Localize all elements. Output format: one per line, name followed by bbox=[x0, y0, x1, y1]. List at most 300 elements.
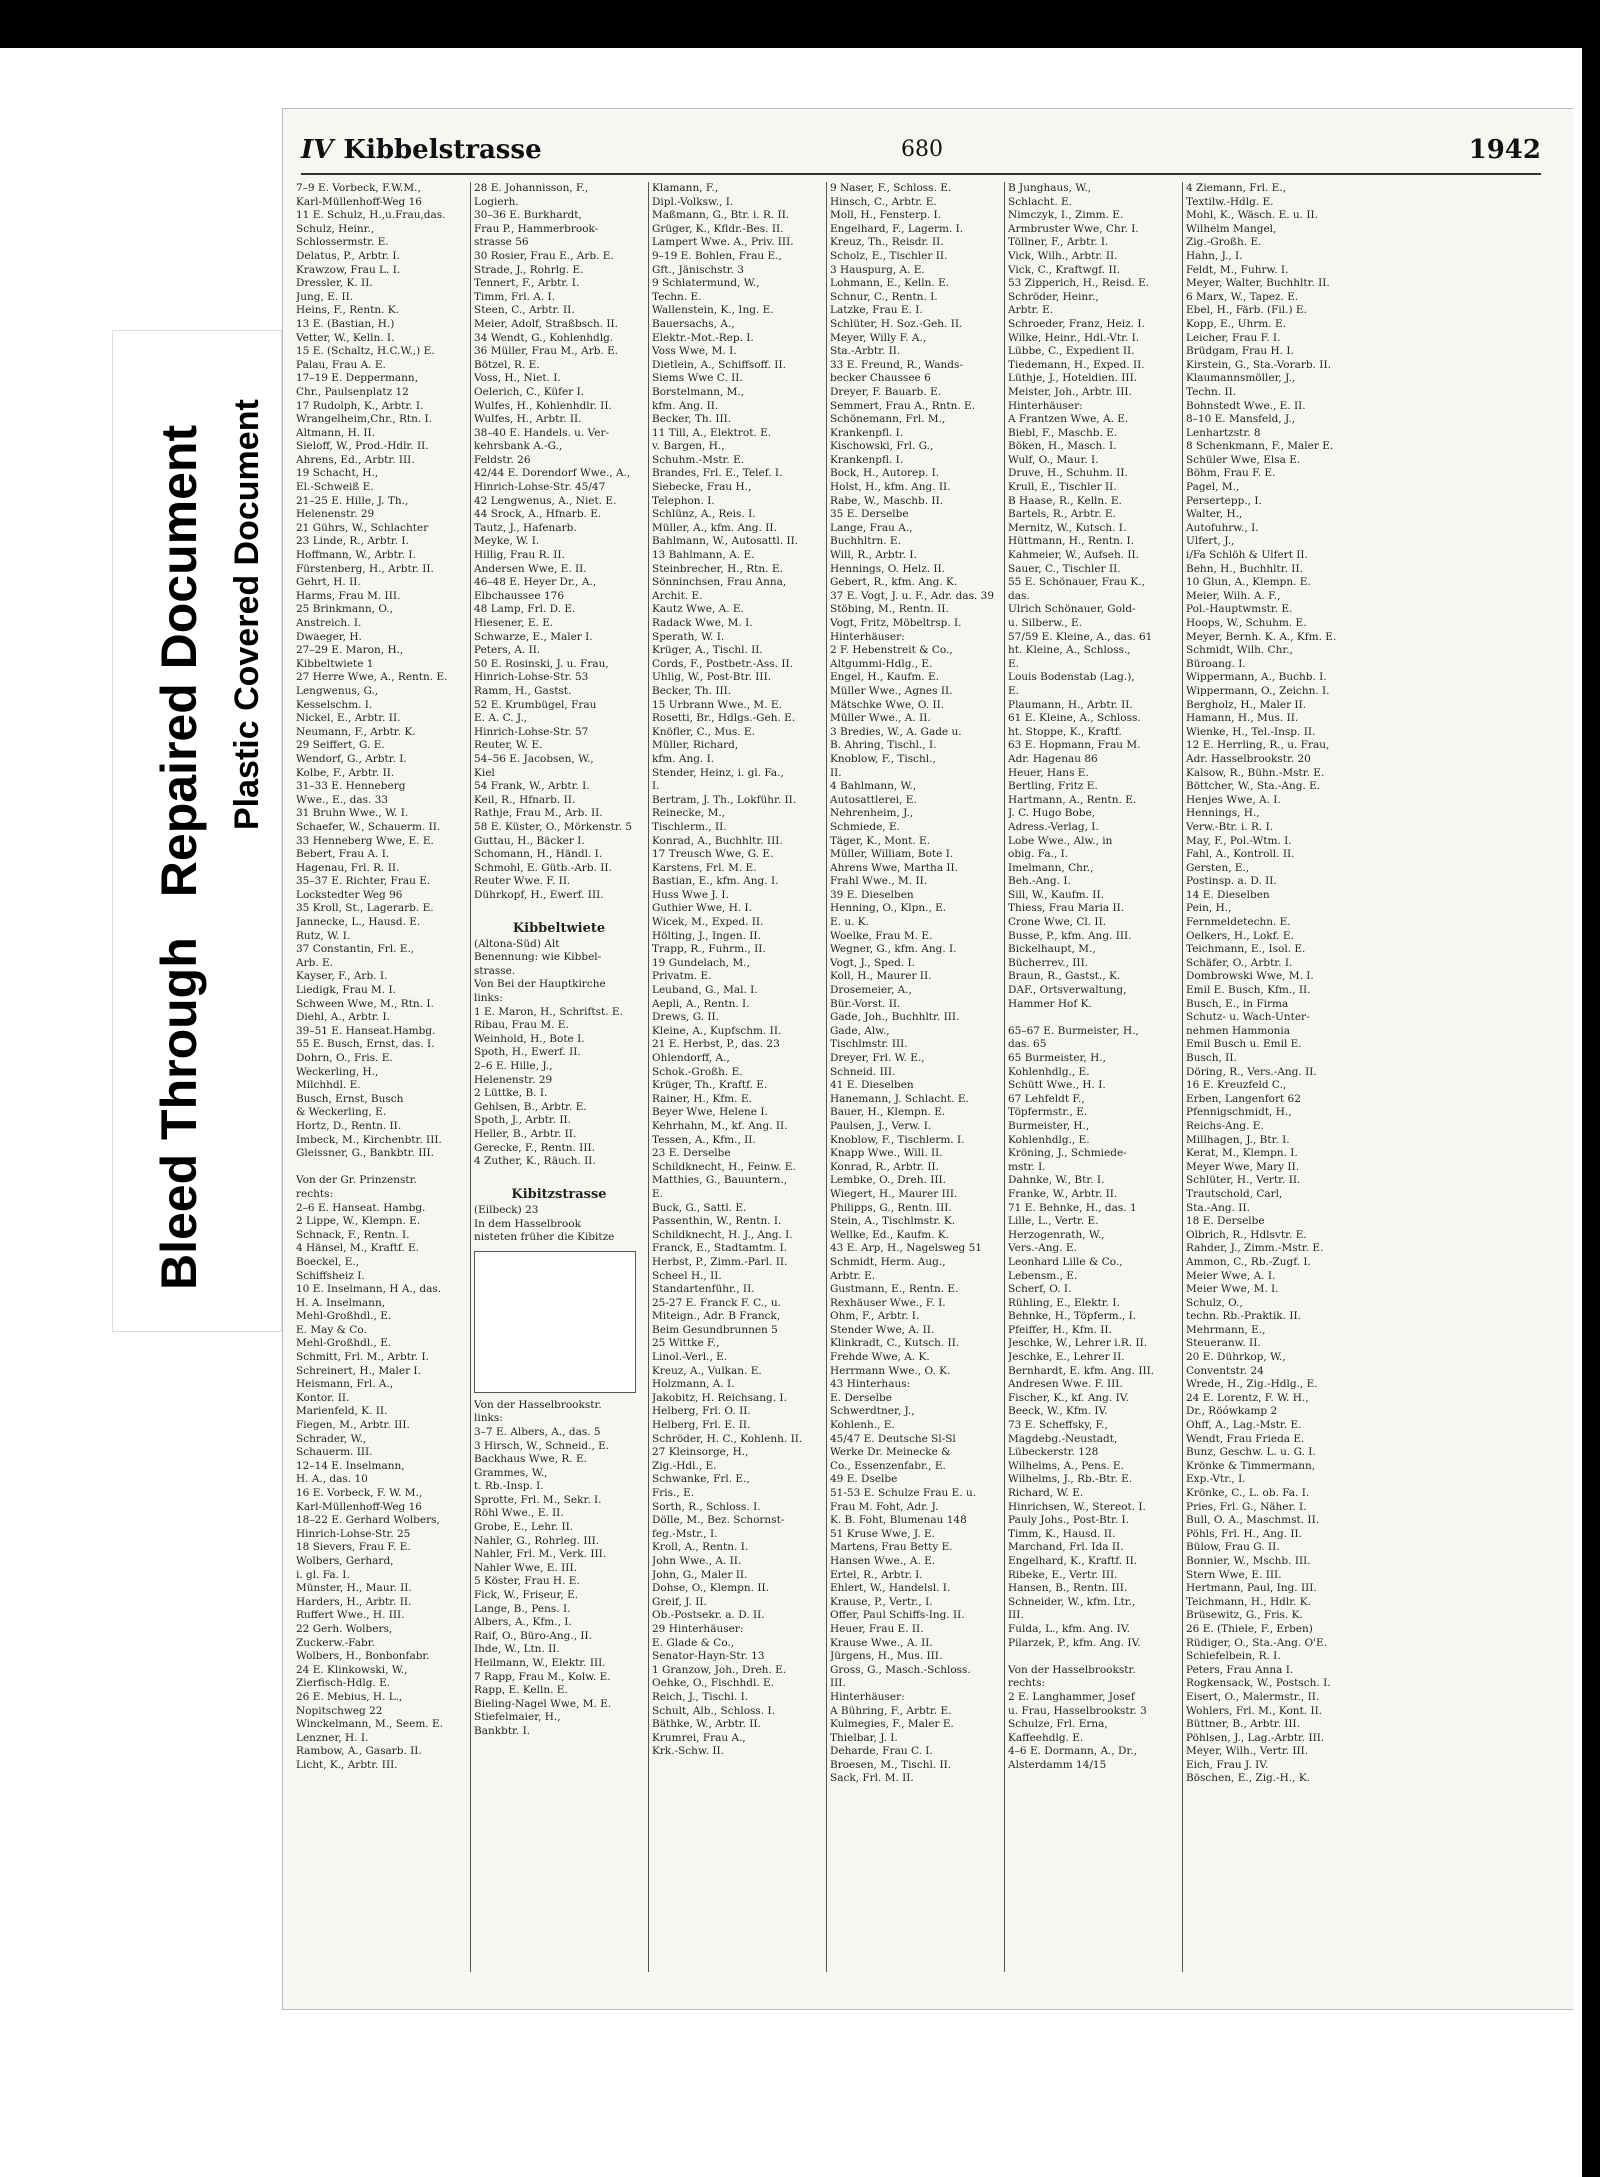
directory-entry: 11 Till, A., Elektrot. E. bbox=[652, 426, 772, 439]
directory-entry: Ulrich Schönauer, Gold- bbox=[1008, 603, 1136, 616]
page-header-left bbox=[301, 135, 542, 165]
directory-entry: 3 Hirsch, W., Schneid., E. bbox=[474, 1439, 610, 1452]
directory-entry: Walter, H., bbox=[1186, 508, 1243, 521]
directory-entry: Timm, Frl. A. I. bbox=[474, 290, 556, 303]
directory-entry: Persertepp., I. bbox=[1186, 494, 1262, 507]
directory-entry: das. bbox=[1008, 589, 1030, 602]
directory-entry: Gehlsen, B., Arbtr. E. bbox=[474, 1100, 587, 1113]
directory-entry: Gade, Alw., bbox=[830, 1024, 890, 1037]
directory-entry: 29 Hinterhäuser: bbox=[652, 1622, 744, 1635]
directory-entry: Rühling, E., Elektr. I. bbox=[1008, 1296, 1120, 1309]
directory-entry: Klaumannsmöller, J., bbox=[1186, 372, 1296, 385]
directory-entry: Peters, Frau Anna I. bbox=[1186, 1663, 1294, 1676]
directory-entry: Pries, Frl. G., Näher. I. bbox=[1186, 1500, 1307, 1513]
directory-entry: E. u. K. bbox=[830, 916, 869, 929]
directory-entry: Chr., Paulsenplatz 12 bbox=[296, 385, 409, 398]
directory-entry: I. bbox=[652, 780, 660, 793]
directory-entry: Dohrn, O., Fris. E. bbox=[296, 1052, 393, 1064]
directory-entry: 53 Zipperich, H., Reisd. E. bbox=[1008, 277, 1150, 290]
directory-entry: Lenzner, H. I. bbox=[296, 1731, 369, 1744]
directory-entry: Lange, Frau A., bbox=[830, 521, 913, 534]
directory-entry: Büroang. I. bbox=[1186, 657, 1246, 670]
directory-entry: III. bbox=[1008, 1609, 1024, 1622]
directory-entry: Arbtr. E. bbox=[1008, 304, 1054, 317]
directory-entry: Milchhdl. E. bbox=[296, 1079, 361, 1092]
directory-entry: Schlacht. E. bbox=[1008, 195, 1072, 208]
directory-entry: Gade, Joh., Buchhltr. III. bbox=[830, 1011, 960, 1024]
directory-entry: Sack, Frl. M. II. bbox=[830, 1772, 914, 1785]
directory-entry: Ob.-Postsekr. a. D. II. bbox=[652, 1609, 765, 1622]
directory-entry: Hamann, H., Mus. II. bbox=[1186, 712, 1299, 725]
directory-entry: Fahl, A., Kontroll. II. bbox=[1186, 848, 1295, 861]
directory-entry: Bötzel, R. E. bbox=[474, 358, 540, 371]
directory-entry: links: bbox=[474, 992, 503, 1005]
directory-entry: Pol.-Hauptwmstr. E. bbox=[1186, 603, 1293, 616]
directory-entry: 9 Naser, F., Schloss. E. bbox=[830, 182, 952, 194]
directory-entry: Reich, J., Tischl. I. bbox=[652, 1690, 749, 1703]
directory-entry: 34 Wendt, G., Kohlenhdlg. bbox=[474, 331, 614, 344]
directory-entry: J. C. Hugo Bobe, bbox=[1008, 807, 1096, 820]
directory-entry: El.-Schweiß E. bbox=[296, 481, 374, 494]
directory-entry: Becker, Th. III. bbox=[652, 684, 732, 697]
directory-entry: Wulfes, H., Kohlenhdlr. II. bbox=[474, 399, 612, 412]
directory-entry: Pauly Johs., Post-Btr. I. bbox=[1008, 1514, 1130, 1527]
directory-entry: Fiegen, M., Arbtr. III. bbox=[296, 1419, 410, 1432]
directory-entry: Philipps, G., Rentn. III. bbox=[830, 1201, 952, 1214]
directory-entry: Bücherrev., III. bbox=[1008, 956, 1089, 969]
directory-entry: Trautschold, Carl, bbox=[1186, 1187, 1283, 1200]
directory-entry: Meier Wwe, A. I. bbox=[1186, 1269, 1276, 1282]
directory-entry: Jakobitz, H. Reichsang. I. bbox=[652, 1391, 787, 1404]
directory-entry: Wilhelm Mangel, bbox=[1186, 222, 1277, 235]
directory-entry: Bebert, Frau A. I. bbox=[296, 848, 390, 861]
directory-entry: Müller Wwe., A. II. bbox=[830, 712, 931, 725]
directory-entry: Nehrenheim, J., bbox=[830, 807, 914, 820]
directory-entry: Vogt, Fritz, Möbeltrsp. I. bbox=[830, 617, 962, 629]
directory-entry: 4 Zuther, K., Räuch. II. bbox=[474, 1155, 596, 1168]
directory-entry: Frau M. Foht, Adr. J. bbox=[830, 1500, 939, 1513]
directory-entry: Vetter, W., Kelln. I. bbox=[296, 331, 395, 344]
directory-entry: Oelkers, H., Lokf. E. bbox=[1186, 929, 1294, 942]
directory-entry: Wellke, Ed., Kaufm. K. bbox=[830, 1228, 950, 1241]
directory-entry: Adr. Hagenau 86 bbox=[1008, 752, 1098, 765]
directory-entry: Hoops, W., Schuhm. E. bbox=[1186, 617, 1307, 629]
directory-entry: B Junghaus, W., bbox=[1008, 182, 1091, 194]
directory-entry: Lohmann, E., Kelln. E. bbox=[830, 277, 950, 290]
directory-entry: Palau, Frau A. E. bbox=[296, 358, 386, 371]
directory-entry: Schmidt, Herm. Aug., bbox=[830, 1255, 946, 1268]
directory-entry: Wrangelheim,Chr., Rtn. I. bbox=[296, 413, 433, 426]
directory-entry: Kroll, A., Rentn. I. bbox=[652, 1541, 749, 1554]
directory-entry: Helberg, Frl. E. II. bbox=[652, 1419, 751, 1432]
directory-entry: Siems Wwe C. II. bbox=[652, 372, 743, 385]
directory-entry: Vick, C., Kraftwgf. II. bbox=[1008, 263, 1121, 276]
directory-entry: Ribeke, E., Vertr. III. bbox=[1008, 1568, 1118, 1581]
directory-entry: Schaefer, W., Schauerm. II. bbox=[296, 820, 441, 833]
directory-entry bbox=[474, 1169, 644, 1183]
directory-entry: Kaffeehdlg. E. bbox=[1008, 1731, 1084, 1744]
page-year: 1942 bbox=[1468, 135, 1541, 165]
directory-entry: Klinkradt, C., Kutsch. II. bbox=[830, 1337, 960, 1350]
directory-entry: 57/59 E. Kleine, A., das. 61 bbox=[1008, 630, 1153, 643]
directory-entry: Böschen, E., Zig.-H., K. bbox=[1186, 1772, 1311, 1785]
directory-entry: Schwanke, Frl. E., bbox=[652, 1473, 750, 1486]
directory-entry: Schutz- u. Wach-Unter- bbox=[1186, 1011, 1310, 1024]
directory-entry: Kerat, M., Klempn. I. bbox=[1186, 1147, 1298, 1160]
directory-entry: Gerecke, F., Rentn. III. bbox=[474, 1141, 595, 1154]
directory-entry: Siebecke, Frau H., bbox=[652, 481, 752, 494]
directory-entry: mstr. I. bbox=[1008, 1160, 1046, 1173]
directory-entry: Schmidt, Wilh. Chr., bbox=[1186, 644, 1293, 657]
directory-entry: Kleine, A., Kupfschm. II. bbox=[652, 1024, 782, 1037]
directory-entry: Wicek, M., Exped. II. bbox=[652, 916, 764, 929]
directory-entry: Wolbers, Gerhard, bbox=[296, 1554, 394, 1567]
directory-entry: Herzogenrath, W., bbox=[1008, 1228, 1105, 1241]
directory-entry: Scherf, O. I. bbox=[1008, 1283, 1072, 1296]
directory-entry: Heins, F., Rentn. K. bbox=[296, 304, 399, 317]
directory-entry: 49 E. Dselbe bbox=[830, 1473, 898, 1486]
directory-entry: Ohlendorff, A., bbox=[652, 1052, 730, 1064]
directory-entry: Zuckerw.-Fabr. bbox=[296, 1636, 375, 1649]
directory-entry: Schulz, Heinr., bbox=[296, 222, 375, 235]
directory-entry: Gebert, R., kfm. Ang. K. bbox=[830, 576, 958, 589]
directory-entry: Bertram, J. Th., Lokführ. II. bbox=[652, 793, 797, 806]
directory-entry: Wendorf, G., Arbtr. I. bbox=[296, 752, 407, 765]
directory-entry: 5 Köster, Frau H. E. bbox=[474, 1575, 580, 1588]
directory-entry: 3 Bredies, W., A. Gade u. bbox=[830, 725, 962, 738]
directory-entry: B Haase, R., Kelln. E. bbox=[1008, 494, 1122, 507]
directory-entry: H. A., das. 10 bbox=[296, 1473, 368, 1486]
directory-entry: 8 Schenkmann, F., Maler E. bbox=[1186, 440, 1334, 453]
directory-entry: Borstelmann, M., bbox=[652, 385, 745, 398]
directory-entry: 4 Hänsel, M., Kraftf. E. bbox=[296, 1242, 420, 1255]
directory-entry: Oehke, O., Fischhdl. E. bbox=[652, 1677, 775, 1690]
directory-entry: Fernmeldetechn. E. bbox=[1186, 916, 1291, 929]
directory-entry: Dohse, O., Klempn. II. bbox=[652, 1582, 769, 1595]
directory-entry: 35 E. Derselbe bbox=[830, 508, 909, 521]
directory-entry: Lübeckerstr. 128 bbox=[1008, 1446, 1099, 1459]
directory-entry: Schmitt, Frl. M., Arbtr. I. bbox=[296, 1351, 429, 1364]
directory-entry: Kautz Wwe, A. E. bbox=[652, 603, 744, 616]
directory-entry: Benennung: wie Kibbel- bbox=[474, 951, 602, 964]
directory-entry: 16 E. Vorbeck, F. W. M., bbox=[296, 1487, 423, 1499]
directory-entry: 19 Schacht, H., bbox=[296, 467, 379, 480]
directory-entry: Hiesener, E. E. bbox=[474, 617, 554, 629]
plastic-covered-label: Plastic Covered Document bbox=[228, 399, 266, 830]
directory-entry: 2 Lüttke, B. I. bbox=[474, 1087, 548, 1100]
directory-entry: Ribau, Frau M. E. bbox=[474, 1019, 569, 1032]
directory-entry: Kehrhahn, M., kf. Ang. II. bbox=[652, 1119, 788, 1132]
directory-entry: Dreyer, F. Bauarb. E. bbox=[830, 385, 942, 398]
directory-entry: Henning, O., Klpn., E. bbox=[830, 902, 947, 915]
directory-entry: 27–29 E. Maron, H., bbox=[296, 644, 404, 657]
directory-entry: Lüthje, J., Hoteldien. III. bbox=[1008, 372, 1138, 385]
directory-entry: Wiegert, H., Maurer III. bbox=[830, 1187, 958, 1200]
directory-entry: Schröder, H. C., Kohlenh. II. bbox=[652, 1432, 803, 1445]
directory-entry: 73 E. Scheffsky, F., bbox=[1008, 1419, 1108, 1432]
directory-entry: Wilhelms, J., Rb.-Btr. E. bbox=[1008, 1473, 1133, 1486]
directory-entry: 12–14 E. Inselmann, bbox=[296, 1459, 405, 1472]
directory-entry: Bernhardt, E. kfm. Ang. III. bbox=[1008, 1364, 1155, 1377]
directory-entry: Franck, E., Stadtamtm. I. bbox=[652, 1242, 788, 1255]
directory-entry: Miteign., Adr. B Franck, bbox=[652, 1310, 781, 1323]
directory-entry: Teichmann, H., Hdlr. K. bbox=[1186, 1595, 1311, 1608]
directory-entry: Jeschke, E., Lehrer II. bbox=[1008, 1351, 1125, 1364]
directory-entry: Holst, H., kfm. Ang. II. bbox=[830, 481, 951, 494]
directory-entry: Mernitz, W., Kutsch. I. bbox=[1008, 521, 1127, 534]
directory-entry: Schnack, F., Rentn. I. bbox=[296, 1228, 410, 1241]
directory-column-2 bbox=[474, 182, 644, 1982]
directory-entry: Busch, II. bbox=[1186, 1052, 1237, 1064]
directory-entry: Hennings, H., bbox=[1186, 807, 1260, 820]
directory-entry: (Altona-Süd) Alt bbox=[474, 937, 560, 950]
directory-entry: Kohlenhdlg., E. bbox=[1008, 1065, 1090, 1078]
directory-entry: Ammon, C., Rb.-Zugf. I. bbox=[1186, 1255, 1311, 1268]
directory-entry: Lobe Wwe., Alw., in bbox=[1008, 834, 1113, 847]
directory-entry: Gleissner, G., Bankbtr. III. bbox=[296, 1147, 435, 1160]
column-divider bbox=[1182, 182, 1183, 1972]
directory-entry: Schröder, Heinr., bbox=[1008, 290, 1099, 303]
directory-entry: 27 Herre Wwe, A., Rentn. E. bbox=[296, 671, 448, 684]
directory-entry: Andresen Wwe. F. III. bbox=[1008, 1378, 1123, 1391]
directory-entry: Schäfer, O., Arbtr. I. bbox=[1186, 956, 1293, 969]
directory-entry: Behnke, H., Töpferm., I. bbox=[1008, 1310, 1137, 1323]
directory-entry: Bohnstedt Wwe., E. II. bbox=[1186, 399, 1306, 412]
directory-entry: Hinrichsen, W., Stereot. I. bbox=[1008, 1500, 1146, 1513]
directory-entry: Ulfert, J., bbox=[1186, 535, 1235, 548]
directory-entry: Zierfisch-Hdlg. E. bbox=[296, 1677, 391, 1690]
directory-entry: Pfeiffer, H., Kfm. II. bbox=[1008, 1323, 1112, 1336]
directory-entry: Scheel H., II. bbox=[652, 1269, 722, 1282]
directory-entry: Reuter Wwe. F. II. bbox=[474, 875, 571, 888]
directory-entry: Bastian, E., kfm. Ang. I. bbox=[652, 875, 779, 888]
directory-entry: Helenenstr. 29 bbox=[474, 1073, 553, 1086]
directory-entry: In dem Hasselbrook bbox=[474, 1217, 581, 1230]
directory-entry: Wulf, O., Maur. I. bbox=[1008, 453, 1099, 466]
directory-entry: (Eilbeck) 23 bbox=[474, 1203, 539, 1216]
directory-entry: Klamann, F., bbox=[652, 182, 719, 194]
directory-entry: Schauerm. III. bbox=[296, 1446, 373, 1459]
directory-entry: Krause, P., Vertr., I. bbox=[830, 1595, 933, 1608]
directory-entry: Bauer, H., Klempn. E. bbox=[830, 1106, 946, 1119]
directory-entry: Engel, H., Kaufm. E. bbox=[830, 671, 939, 684]
directory-entry: Müller, Richard, bbox=[652, 739, 739, 752]
directory-entry: Gehrt, H. II. bbox=[296, 576, 361, 589]
directory-entry: Werke Dr. Meinecke & bbox=[830, 1446, 951, 1459]
directory-entry: Mohl, K., Wäsch. E. u. II. bbox=[1186, 209, 1318, 222]
directory-entry: Mehl-Großhdl., E. bbox=[296, 1337, 392, 1350]
directory-entry: Postinsp. a. D. II. bbox=[1186, 875, 1277, 888]
directory-entry: Rathje, Frau M., Arb. II. bbox=[474, 807, 603, 820]
directory-entry: 42/44 E. Dorendorf Wwe., A., bbox=[474, 467, 631, 480]
directory-entry: Heller, B., Arbtr. II. bbox=[474, 1127, 577, 1140]
directory-entry: rechts: bbox=[1008, 1677, 1046, 1690]
directory-entry: Dipl.-Volksw., I. bbox=[652, 195, 734, 208]
directory-entry: Bahlmann, W., Autosattl. II. bbox=[652, 535, 799, 548]
directory-entry: Autosattlerei, E. bbox=[830, 793, 917, 806]
directory-entry: Engelhard, K., Kraftf. II. bbox=[1008, 1554, 1138, 1567]
directory-entry: Liedigk, Frau M. I. bbox=[296, 984, 396, 997]
directory-entry: Eich, Frau J. IV. bbox=[1186, 1758, 1269, 1771]
directory-entry: Meier, Wilh. A. F., bbox=[1186, 589, 1281, 602]
directory-entry: 11 E. Schulz, H.,u.Frau,das. bbox=[296, 209, 446, 222]
directory-entry: 2–6 E. Hille, J., bbox=[474, 1060, 553, 1072]
directory-entry: Rambow, A., Gasarb. II. bbox=[296, 1745, 422, 1758]
directory-entry: Ohff, A., Lag.-Mstr. E. bbox=[1186, 1419, 1302, 1432]
directory-entry: 3 Hauspurg, A. E. bbox=[830, 263, 925, 276]
directory-entry: Sprotte, Frl. M., Sekr. I. bbox=[474, 1493, 602, 1506]
directory-entry: Lampert Wwe. A., Priv. III. bbox=[652, 236, 794, 249]
directory-entry: Bickelhaupt, M., bbox=[1008, 943, 1096, 956]
directory-column-1 bbox=[296, 182, 466, 1982]
directory-entry: 21 Gührs, W., Schlachter bbox=[296, 521, 429, 534]
directory-entry: Hinrich-Lohse-Str. 45/47 bbox=[474, 481, 606, 494]
directory-entry: obig. Fa., I. bbox=[1008, 848, 1069, 861]
directory-entry: 15 Urbrann Wwe., M. E. bbox=[652, 698, 782, 711]
directory-entry: II. bbox=[830, 766, 842, 779]
directory-entry: 4 Ziemann, Frl. E., bbox=[1186, 182, 1286, 194]
directory-entry: ht. Kleine, A., Schloss., bbox=[1008, 644, 1131, 657]
directory-entry: Fulda, L., kfm. Ang. IV. bbox=[1008, 1622, 1130, 1635]
directory-entry: Erben, Langenfort 62 bbox=[1186, 1092, 1301, 1105]
directory-entry: Fürstenberg, H., Arbtr. II. bbox=[296, 562, 434, 575]
directory-entry: Schwarze, E., Maler I. bbox=[474, 630, 593, 643]
directory-entry: Woelke, Frau M. E. bbox=[830, 929, 933, 942]
directory-entry: Backhaus Wwe, R. E. bbox=[474, 1453, 587, 1466]
directory-entry: 4 Bahlmann, W., bbox=[830, 780, 917, 793]
directory-entry: v. Bargen, H., bbox=[652, 440, 725, 453]
directory-entry: Heuer, Frau E. II. bbox=[830, 1622, 924, 1635]
directory-entry: Lübbe, C., Expedient II. bbox=[1008, 345, 1135, 358]
directory-entry: rechts: bbox=[296, 1187, 334, 1200]
directory-entry: Braun, R., Gastst., K. bbox=[1008, 970, 1121, 983]
directory-entry: Kopp, E., Uhrm. E. bbox=[1186, 317, 1286, 330]
directory-entry: Krönke, C., L. ob. Fa. I. bbox=[1186, 1487, 1310, 1499]
page-header bbox=[301, 131, 1541, 175]
directory-entry: Mehrmann, E., bbox=[1186, 1323, 1266, 1336]
directory-entry: nisteten früher die Kibitze bbox=[474, 1231, 615, 1244]
directory-entry: Tischlerm., II. bbox=[652, 820, 727, 833]
directory-entry: Krull, E., Tischler II. bbox=[1008, 481, 1117, 494]
directory-entry: Nahler, G., Rohrleg. III. bbox=[474, 1534, 600, 1547]
directory-entry: Autofuhrw., I. bbox=[1186, 521, 1259, 534]
directory-entry: Logierh. bbox=[474, 195, 519, 208]
directory-entry: Schiffsheiz I. bbox=[296, 1269, 365, 1282]
directory-entry: kfm. Ang. I. bbox=[652, 752, 715, 765]
directory-entry: Krause Wwe., A. II. bbox=[830, 1636, 933, 1649]
directory-entry: Winckelmann, M., Seem. E. bbox=[296, 1718, 443, 1731]
directory-entry: Ahrens, Ed., Arbtr. III. bbox=[296, 453, 415, 466]
directory-entry: Tennert, F., Arbtr. I. bbox=[474, 277, 580, 290]
directory-entry: Bieling-Nagel Wwe, M. E. bbox=[474, 1697, 612, 1710]
directory-entry: 28 E. Johannisson, F., bbox=[474, 182, 589, 194]
directory-entry: Plaumann, H., Arbtr. II. bbox=[1008, 698, 1133, 711]
directory-entry: Telephon. I. bbox=[652, 494, 715, 507]
directory-entry: Hoffmann, W., Arbtr. I. bbox=[296, 549, 416, 562]
directory-entry: Vogt, J., Sped. I. bbox=[830, 956, 915, 969]
directory-entry: Marchand, Frl. Ida II. bbox=[1008, 1541, 1124, 1554]
directory-entry: Knoblow, F., Tischlerm. I. bbox=[830, 1133, 965, 1146]
directory-entry: Neumann, F., Arbtr. K. bbox=[296, 725, 416, 738]
directory-entry: 51 Kruse Wwe, J. E. bbox=[830, 1527, 936, 1540]
directory-entry: Adress.-Verlag, I. bbox=[1008, 820, 1099, 833]
directory-entry: Standartenführ., II. bbox=[652, 1283, 755, 1296]
directory-entry: Von Bei der Hauptkirche bbox=[474, 978, 606, 991]
directory-entry: E. Derselbe bbox=[830, 1391, 892, 1404]
directory-entry: 48 Lamp, Frl. D. E. bbox=[474, 603, 576, 616]
directory-entry: 2 Lippe, W., Klempn. E. bbox=[296, 1215, 421, 1228]
directory-entry: 65 Burmeister, H., bbox=[1008, 1052, 1106, 1064]
directory-entry: Magdebg.-Neustadt, bbox=[1008, 1432, 1118, 1445]
directory-entry: Schönemann, Frl. M., bbox=[830, 413, 946, 426]
directory-entry: Lenhartzstr. 8 bbox=[1186, 426, 1261, 439]
directory-entry: Kibbeltwiete bbox=[512, 922, 606, 936]
directory-entry: Vick, Wilh., Arbtr. II. bbox=[1008, 249, 1118, 262]
directory-entry: Semmert, Frau A., Rntn. E. bbox=[830, 399, 976, 412]
directory-entry: Schreinert, H., Maler I. bbox=[296, 1364, 421, 1377]
directory-entry: Schroeder, Franz, Heiz. I. bbox=[1008, 317, 1145, 330]
directory-entry: Emil E. Busch, Kfm., II. bbox=[1186, 984, 1311, 997]
directory-entry: Aepli, A., Rentn. I. bbox=[652, 997, 750, 1010]
directory-entry: Emil Busch u. Emil E. bbox=[1186, 1038, 1302, 1051]
directory-entry: John, G., Maler II. bbox=[652, 1568, 748, 1581]
directory-entry: Schult, Alb., Schloss. I. bbox=[652, 1704, 775, 1717]
directory-entry: Hanemann, J. Schlacht. E. bbox=[830, 1092, 969, 1105]
directory-entry: 8–10 E. Mansfeld, J., bbox=[1186, 413, 1296, 426]
directory-entry: Millhagen, J., Btr. I. bbox=[1186, 1133, 1290, 1146]
directory-entry: Frehde Wwe, A. K. bbox=[830, 1351, 930, 1364]
directory-entry: Licht, K., Arbtr. III. bbox=[296, 1758, 398, 1771]
directory-entry: Feldstr. 26 bbox=[474, 453, 531, 466]
directory-entry: Heismann, Frl. A., bbox=[296, 1378, 394, 1391]
directory-entry: Linol.-Verl., E. bbox=[652, 1351, 728, 1364]
page-roman-numeral: IV bbox=[301, 135, 334, 165]
directory-entry: Sta.-Ang. II. bbox=[1186, 1201, 1250, 1214]
directory-entry: Hansen Wwe., A. E. bbox=[830, 1554, 936, 1567]
directory-entry: Reichs-Ang. E. bbox=[1186, 1119, 1264, 1132]
directory-entry: 18 Sievers, Frau F. E. bbox=[296, 1541, 411, 1554]
directory-entry: Bauersachs, A., bbox=[652, 317, 735, 330]
directory-entry: Rosetti, Br., Hdlgs.-Geh. E. bbox=[652, 712, 796, 725]
directory-entry: becker Chaussee 6 bbox=[830, 372, 931, 385]
directory-entry: Hahn, J., I. bbox=[1186, 249, 1243, 262]
directory-entry: Guttau, H., Bäcker I. bbox=[474, 834, 585, 847]
directory-entry: 61 E. Kleine, A., Schloss. bbox=[1008, 712, 1141, 725]
directory-entry: Sieloff, W., Prod.-Hdlr. II. bbox=[296, 440, 429, 453]
directory-entry: Meyer, Walter, Buchhltr. II. bbox=[1186, 277, 1330, 290]
directory-entry: Dwaeger, H. bbox=[296, 630, 362, 643]
directory-entry: Keil, R., Hfnarb. II. bbox=[474, 793, 576, 806]
directory-entry: Müller, William, Bote I. bbox=[830, 848, 954, 861]
directory-entry: Harders, H., Arbtr. II. bbox=[296, 1595, 412, 1608]
directory-entry: Thiess, Frau Maria II. bbox=[1008, 902, 1125, 915]
directory-entry bbox=[474, 902, 644, 916]
directory-entry: Stern Wwe, E. III. bbox=[1186, 1568, 1282, 1581]
directory-entry: 54 Frank, W., Arbtr. I. bbox=[474, 780, 590, 793]
directory-entry: Schmiede, E. bbox=[830, 820, 900, 833]
directory-entry: A Frantzen Wwe, A. E. bbox=[1008, 413, 1129, 426]
directory-entry: links: bbox=[474, 1412, 503, 1425]
directory-entry: Krönke & Timmermann, bbox=[1186, 1459, 1316, 1472]
directory-entry: Stender, Heinz, i. gl. Fa., bbox=[652, 766, 784, 779]
directory-entry: Frahl Wwe., M. II. bbox=[830, 875, 928, 888]
directory-entry: K. B. Foht, Blumenau 148 bbox=[830, 1514, 967, 1527]
directory-entry: 26 E. (Thiele, F., Erben) bbox=[1186, 1622, 1313, 1635]
directory-entry: Schildknecht, H., Feinw. E. bbox=[652, 1160, 796, 1173]
directory-entry: Druve, H., Schuhm. II. bbox=[1008, 467, 1128, 480]
directory-entry: 29 Seiffert, G. E. bbox=[296, 739, 385, 752]
directory-entry: Gross, G., Masch.-Schloss. bbox=[830, 1663, 971, 1676]
